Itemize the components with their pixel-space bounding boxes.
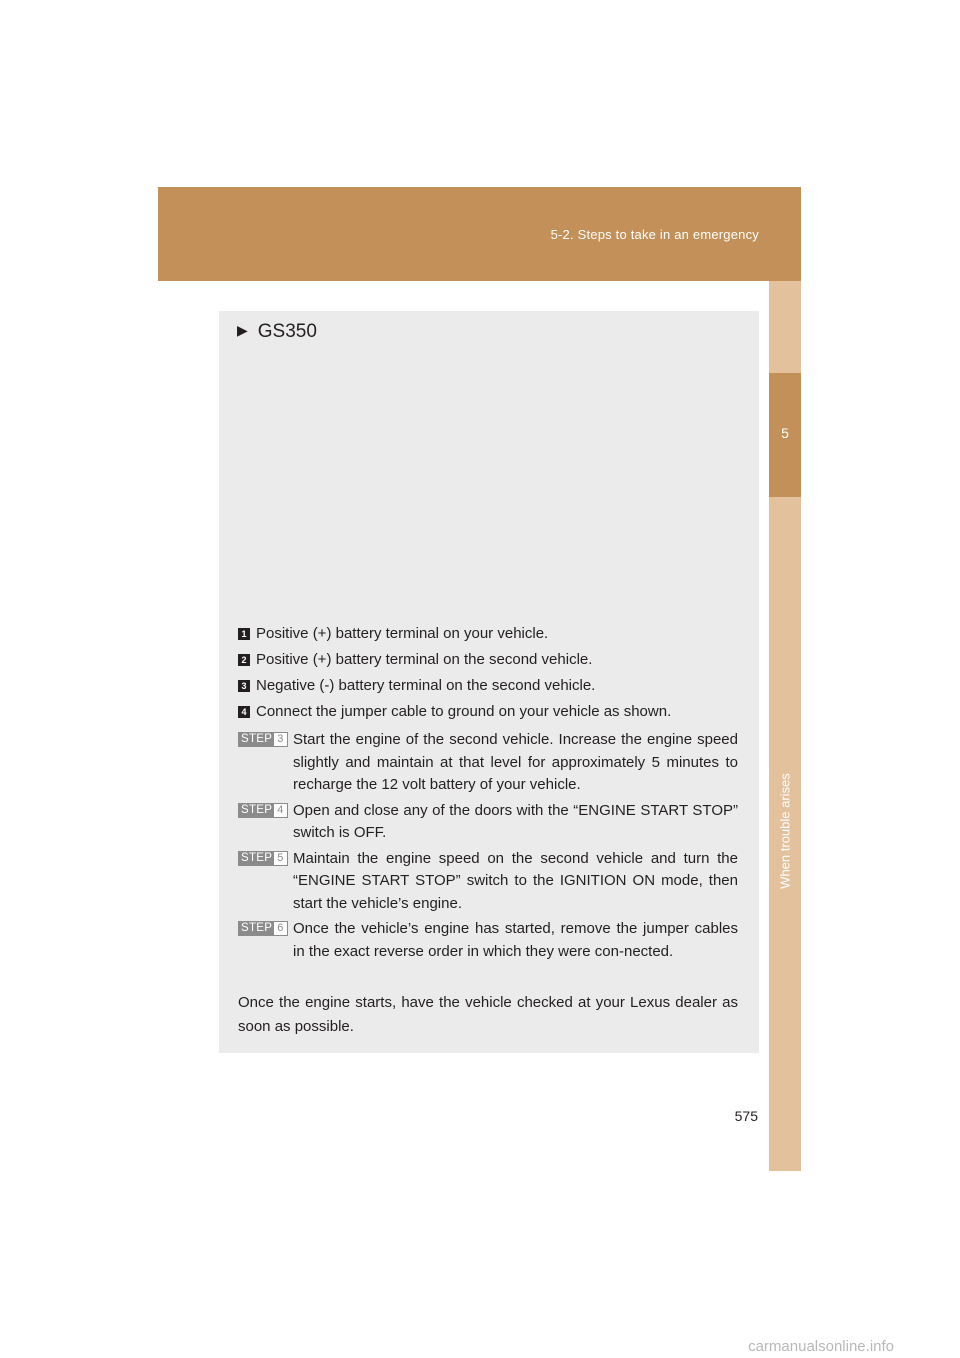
callout-text: Connect the jumper cable to ground on your vehicle as shown. (256, 703, 672, 720)
step-badge-label: STEP (241, 733, 273, 745)
step-badge (238, 921, 288, 936)
step-badge-label: STEP (241, 803, 273, 816)
callout-text: Positive (+) battery terminal on the second vehicle. (256, 651, 593, 668)
callout-item (238, 651, 742, 677)
step-item (238, 848, 738, 916)
step-badge-label: STEP (241, 922, 273, 934)
closing-paragraph: Once the engine starts, have the vehicle checked at your Lexus dealer as soon as possible. (238, 994, 738, 1035)
step-badge-number: 4 (274, 804, 287, 817)
callout-item (238, 677, 742, 703)
chapter-side-tab (769, 281, 801, 1171)
callout-number-icon: 2 (238, 654, 250, 666)
step-badge (238, 851, 288, 866)
section-title: 5-2. Steps to take in an emergency (550, 227, 759, 242)
step-item (238, 800, 738, 845)
page-number: 575 (734, 1108, 758, 1124)
callout-list (238, 625, 742, 729)
step-text: Open and close any of the doors with the “ENGINE START STOP” switch is OFF. (293, 801, 738, 841)
step-text: Start the engine of the second vehicle. Increase the engine speed slightly and maintain at that level for approximately 5 minutes to recharge the 12 volt battery of your vehicle. (293, 731, 738, 793)
step-item (238, 918, 738, 963)
callout-number-icon: 1 (238, 628, 250, 640)
model-heading-text: GS350 (257, 321, 317, 342)
model-heading (237, 321, 317, 343)
step-badge (238, 732, 288, 747)
callout-item (238, 625, 742, 651)
callout-text: Negative (-) battery terminal on the second vehicle. (256, 677, 596, 694)
callout-text: Positive (+) battery terminal on your vehicle. (256, 625, 549, 642)
callout-item (238, 703, 742, 729)
step-badge-number: 5 (274, 852, 287, 865)
triangle-bullet-icon: ▶ (237, 322, 248, 338)
step-list (238, 729, 738, 966)
chapter-number: 5 (769, 373, 801, 497)
step-item (238, 729, 738, 797)
callout-number-icon: 4 (238, 706, 250, 718)
jump-start-content-box (219, 311, 759, 1053)
step-text: Once the vehicle’s engine has started, remove the jumper cables in the exact reverse order in which they were con-nected. (293, 920, 738, 960)
chapter-title: When trouble arises (777, 773, 793, 889)
step-badge-number: 6 (274, 922, 287, 935)
step-text: Maintain the engine speed on the second vehicle and turn the “ENGINE START STOP” switch to the IGNITION ON mode, then start the vehicle’s engine. (293, 849, 738, 912)
section-header-band (158, 187, 801, 281)
step-badge-label: STEP (241, 851, 273, 864)
callout-number-icon: 3 (238, 680, 250, 692)
watermark: carmanualsonline.info (748, 1338, 894, 1355)
step-badge-number: 3 (274, 733, 287, 746)
step-badge (238, 803, 288, 818)
illustration-area (237, 359, 741, 617)
